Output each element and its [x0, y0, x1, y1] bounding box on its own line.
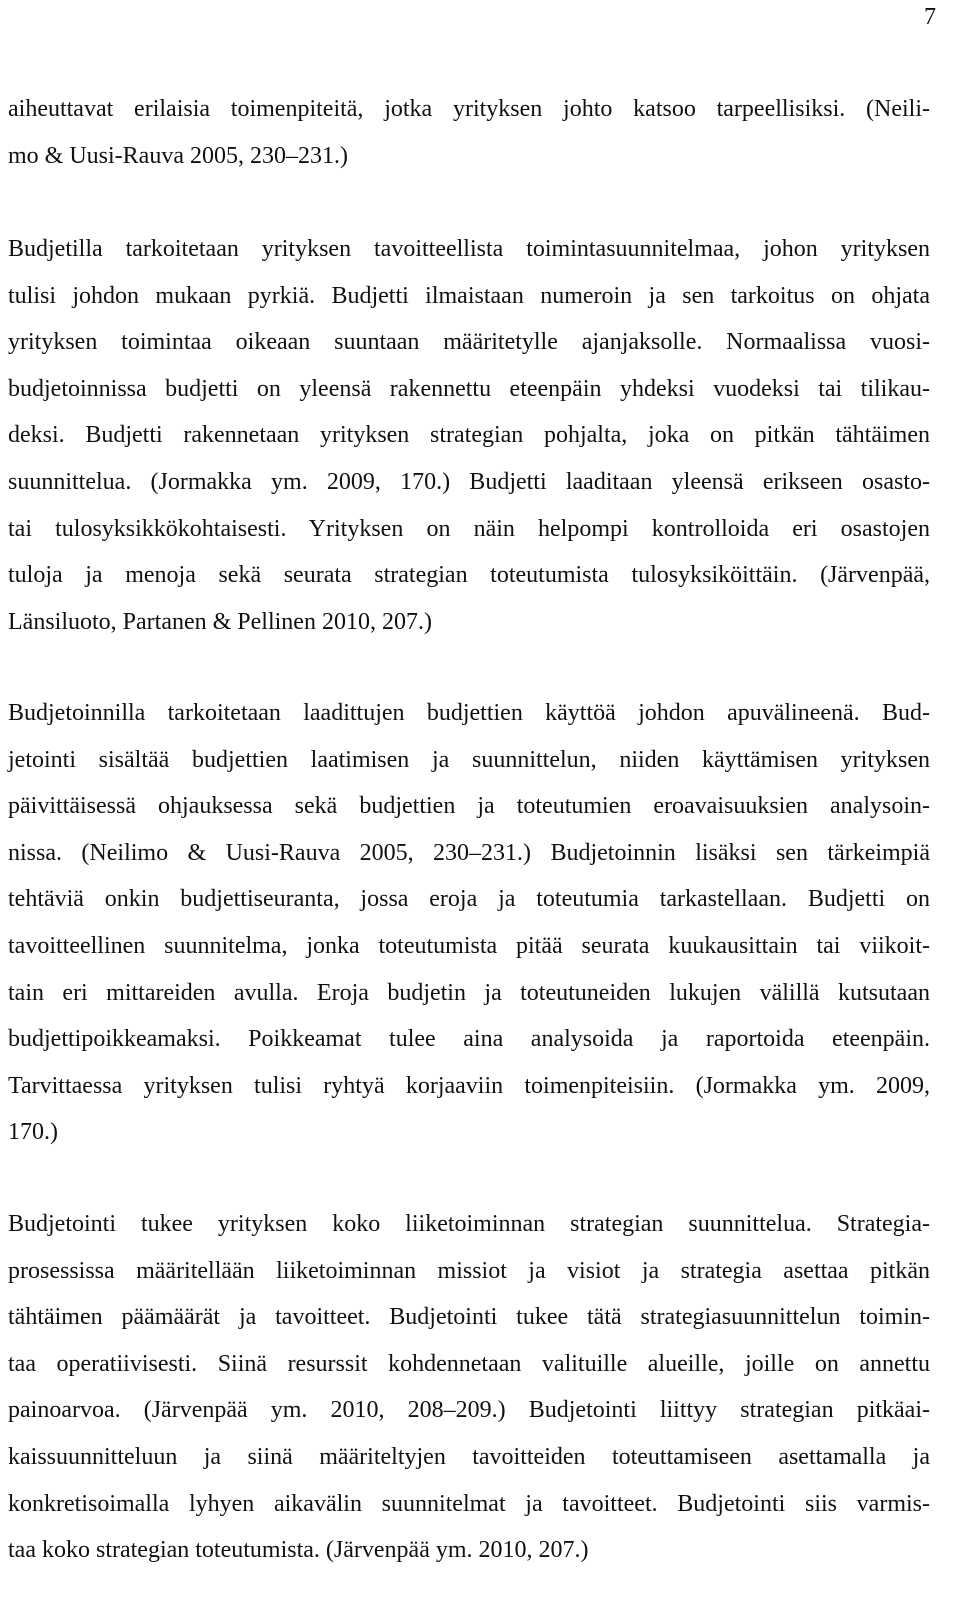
paragraph — [8, 1201, 930, 1574]
text-line: kaissuunnitteluun ja siinä määriteltyjen tavoitteiden toteuttamiseen asettamalla ja — [8, 1443, 930, 1470]
text-line: 170.) — [8, 1119, 58, 1146]
text-line: suunnittelua. (Jormakka ym. 2009, 170.) Budjetti laaditaan yleensä erikseen osasto- — [8, 468, 930, 495]
text-line: Tarvittaessa yrityksen tulisi ryhtyä korjaaviin toimenpiteisiin. (Jormakka ym. 2009, — [8, 1072, 930, 1099]
text-line: päivittäisessä ohjauksessa sekä budjettien ja toteutumien eroavaisuuksien analysoin- — [8, 793, 930, 820]
text-line: mo & Uusi-Rauva 2005, 230–231.) — [8, 142, 348, 169]
text-line: taa koko strategian toteutumista. (Järvenpää ym. 2010, 207.) — [8, 1537, 589, 1564]
text-line: painoarvoa. (Järvenpää ym. 2010, 208–209.) Budjetointi liittyy strategian pitkäai- — [8, 1397, 930, 1424]
text-line: aiheuttavat erilaisia toimenpiteitä, jotka yrityksen johto katsoo tarpeellisiksi. (Neili- — [8, 96, 930, 122]
text-line: tuloja ja menoja sekä seurata strategian toteutumista tulosyksiköittäin. (Järvenpää, — [8, 562, 930, 589]
text-line: tai tulosyksikkökohtaisesti. Yrityksen on näin helpompi kontrolloida eri osastojen — [8, 515, 930, 542]
text-line: Budjetointi tukee yrityksen koko liiketoiminnan strategian suunnittelua. Strategia- — [8, 1211, 930, 1237]
paragraph — [8, 86, 930, 179]
paragraph — [8, 226, 930, 645]
text-line: tähtäimen päämäärät ja tavoitteet. Budjetointi tukee tätä strategiasuunnittelun toimin- — [8, 1304, 930, 1331]
text-line: taa operatiivisesti. Siinä resurssit kohdennetaan valituille alueille, joille on annettu — [8, 1350, 930, 1377]
text-line: Budjetoinnilla tarkoitetaan laadittujen budjettien käyttöä johdon apuvälineenä. Bud- — [8, 700, 930, 726]
text-line: Länsiluoto, Partanen & Pellinen 2010, 207.) — [8, 608, 432, 635]
text-line: tulisi johdon mukaan pyrkiä. Budjetti ilmaistaan numeroin ja sen tarkoitus on ohjata — [8, 282, 930, 309]
paragraph — [8, 690, 930, 1156]
text-line: budjetoinnissa budjetti on yleensä rakennettu eteenpäin yhdeksi vuodeksi tai tilikau- — [8, 375, 930, 402]
text-line: Budjetilla tarkoitetaan yrityksen tavoitteellista toimintasuunnitelmaa, johon yrityksen — [8, 236, 930, 262]
page-number: 7 — [924, 4, 936, 30]
text-line: nissa. (Neilimo & Uusi-Rauva 2005, 230–231.) Budjetoinnin lisäksi sen tärkeimpiä — [8, 839, 930, 866]
text-line: tehtäviä onkin budjettiseuranta, jossa eroja ja toteutumia tarkastellaan. Budjetti on — [8, 886, 930, 913]
text-line: tain eri mittareiden avulla. Eroja budjetin ja toteutuneiden lukujen välillä kutsutaan — [8, 979, 930, 1006]
text-line: budjettipoikkeamaksi. Poikkeamat tulee aina analysoida ja raportoida eteenpäin. — [8, 1026, 930, 1053]
text-line: konkretisoimalla lyhyen aikavälin suunnitelmat ja tavoitteet. Budjetointi siis varmis- — [8, 1490, 930, 1517]
text-line: tavoitteellinen suunnitelma, jonka toteutumista pitää seurata kuukausittain tai viikoit- — [8, 932, 930, 959]
text-line: jetointi sisältää budjettien laatimisen ja suunnittelun, niiden käyttämisen yrityksen — [8, 746, 930, 773]
text-line: prosessissa määritellään liiketoiminnan missiot ja visiot ja strategia asettaa pitkän — [8, 1257, 930, 1284]
text-line: deksi. Budjetti rakennetaan yrityksen strategian pohjalta, joka on pitkän tähtäimen — [8, 422, 930, 449]
text-line: yrityksen toimintaa oikeaan suuntaan määritetylle ajanjaksolle. Normaalissa vuosi- — [8, 329, 930, 356]
